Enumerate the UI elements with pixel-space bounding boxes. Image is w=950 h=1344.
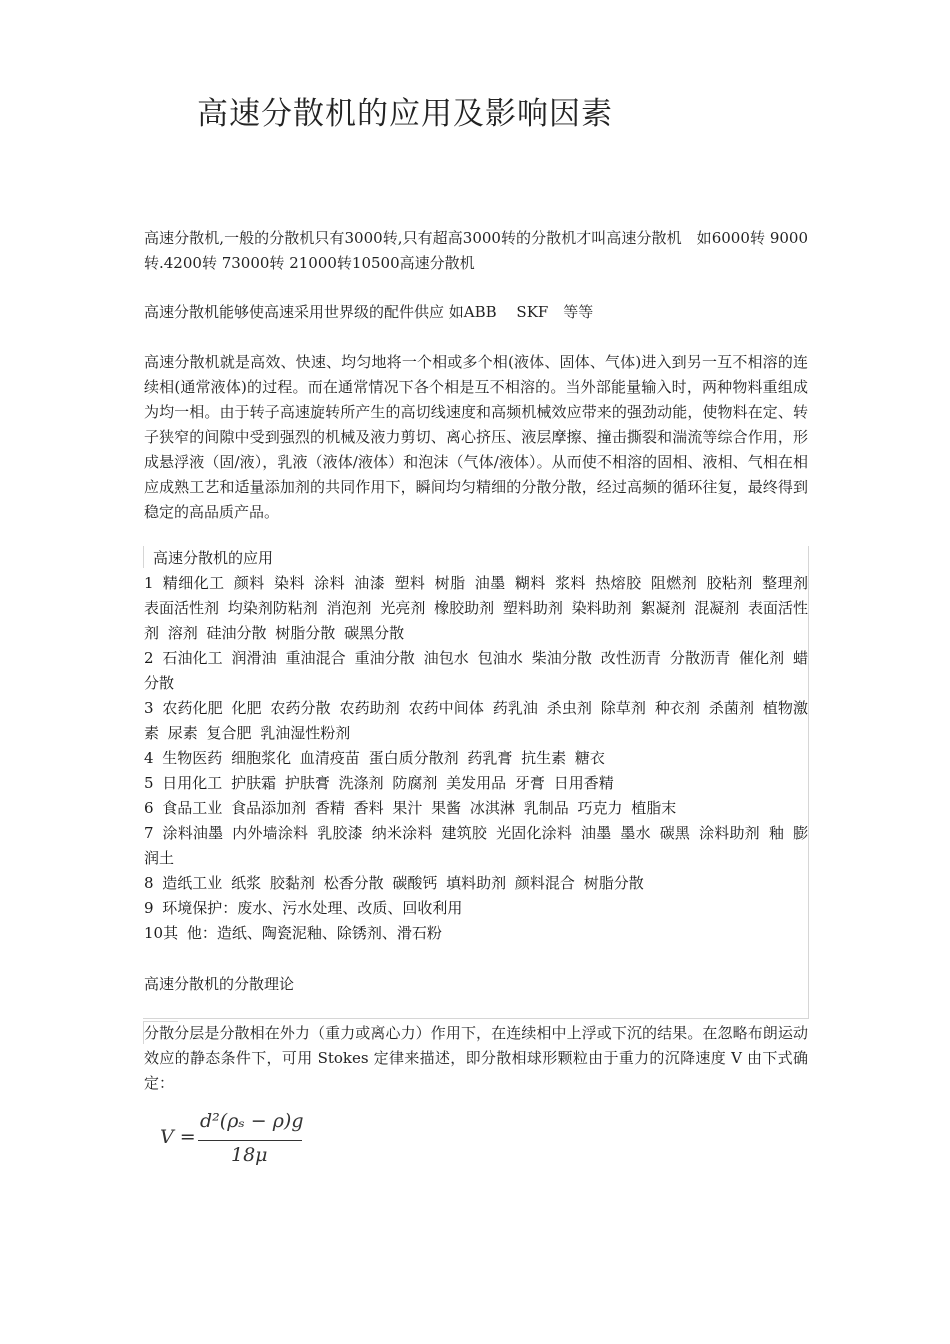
formula-numerator: d²(ρₛ − ρ)g	[200, 1110, 304, 1132]
intro-paragraph-principle: 高速分散机就是高效、快速、均匀地将一个相或多个相(液体、固体、气体)进入到另一互不相溶的连续相(通常液体)的过程。而在通常情况下各个相是互不相溶的。当外部能量输入时，两种物料重组成为均一相。由于转子高速旋转所产生的高切线速度和高频机械效应带来的强劲动能，使物料在定、转子狭窄的间隙中受到强烈的机械及液力剪切、离心挤压、液层摩擦、撞击撕裂和湍流等综合作用，形成悬浮液（固/液），乳液（液体/液体）和泡沫（气体/液体）。从而使不相溶的固相、液相、气相在相应成熟工艺和适量添加剂的共同作用下，瞬间均匀精细的分散分散，经过高频的循环往复，最终得到稳定的高品质产品。	[144, 353, 808, 521]
list-item: 9 环境保护：废水、污水处理、改质、回收利用	[144, 899, 463, 917]
applications-section	[143, 546, 809, 1019]
formula-lhs: V =	[160, 1126, 196, 1148]
list-item: 10其 他：造纸、陶瓷泥釉、除锈剂、滑石粉	[144, 924, 442, 942]
intro-paragraph-speed: 高速分散机,一般的分散机只有3000转,只有超高3000转的分散机才叫高速分散机 如6000转 9000转.4200转 73000转 21000转10500高速分散机	[144, 229, 808, 272]
intro-paragraph-parts: 高速分散机能够使高速采用世界级的配件供应 如ABB SKF 等等	[144, 303, 594, 321]
list-item: 6 食品工业 食品添加剂 香精 香料 果汁 果酱 冰淇淋 乳制品 巧克力 植脂末	[144, 799, 677, 817]
applications-list	[144, 571, 808, 946]
formula-denominator: 18μ	[231, 1144, 268, 1166]
list-item: 8 造纸工业 纸浆 胶黏剂 松香分散 碳酸钙 填料助剂 颜料混合 树脂分散	[144, 874, 644, 892]
list-item: 4 生物医药 细胞浆化 血清疫苗 蛋白质分散剂 药乳膏 抗生素 糖衣	[144, 749, 605, 767]
list-item: 2 石油化工 润滑油 重油混合 重油分散 油包水 包油水 柴油分散 改性沥青 分散沥青 催化剂 蜡分散	[144, 649, 808, 692]
section-border	[143, 546, 144, 568]
list-item: 7 涂料油墨 内外墙涂料 乳胶漆 纳米涂料 建筑胶 光固化涂料 油墨 墨水 碳黑 涂料助剂 釉 膨润土	[144, 824, 808, 867]
fraction-bar	[198, 1140, 302, 1141]
document-title: 高速分散机的应用及影响因素	[197, 96, 613, 132]
theory-heading: 高速分散机的分散理论	[144, 975, 295, 993]
list-item: 1 精细化工 颜料 染料 涂料 油漆 塑料 树脂 油墨 糊料 浆料 热熔胶 阻燃剂 胶粘剂 整理剂 表面活性剂 均染剂防粘剂 消泡剂 光亮剂 橡胶助剂 塑料助剂 染料助剂 絮凝剂 混凝剂 表面活性剂 溶剂 硅油分散 树脂分散 碳黑分散	[144, 574, 808, 642]
theory-paragraph: 分散分层是分散相在外力（重力或离心力）作用下，在连续相中上浮或下沉的结果。在忽略布朗运动效应的静态条件下，可用 Stokes 定律来描述，即分散相球形颗粒由于重力的沉降速度 V 由下式确定：	[144, 1024, 808, 1092]
list-item: 5 日用化工 护肤霜 护肤膏 洗涤剂 防腐剂 美发用品 牙膏 日用香精	[144, 774, 614, 792]
applications-heading: 高速分散机的应用	[153, 549, 274, 567]
list-item: 3 农药化肥 化肥 农药分散 农药助剂 农药中间体 药乳油 杀虫剂 除草剂 种衣剂 杀菌剂 植物激素 尿素 复合肥 乳油湿性粉剂	[144, 699, 808, 742]
